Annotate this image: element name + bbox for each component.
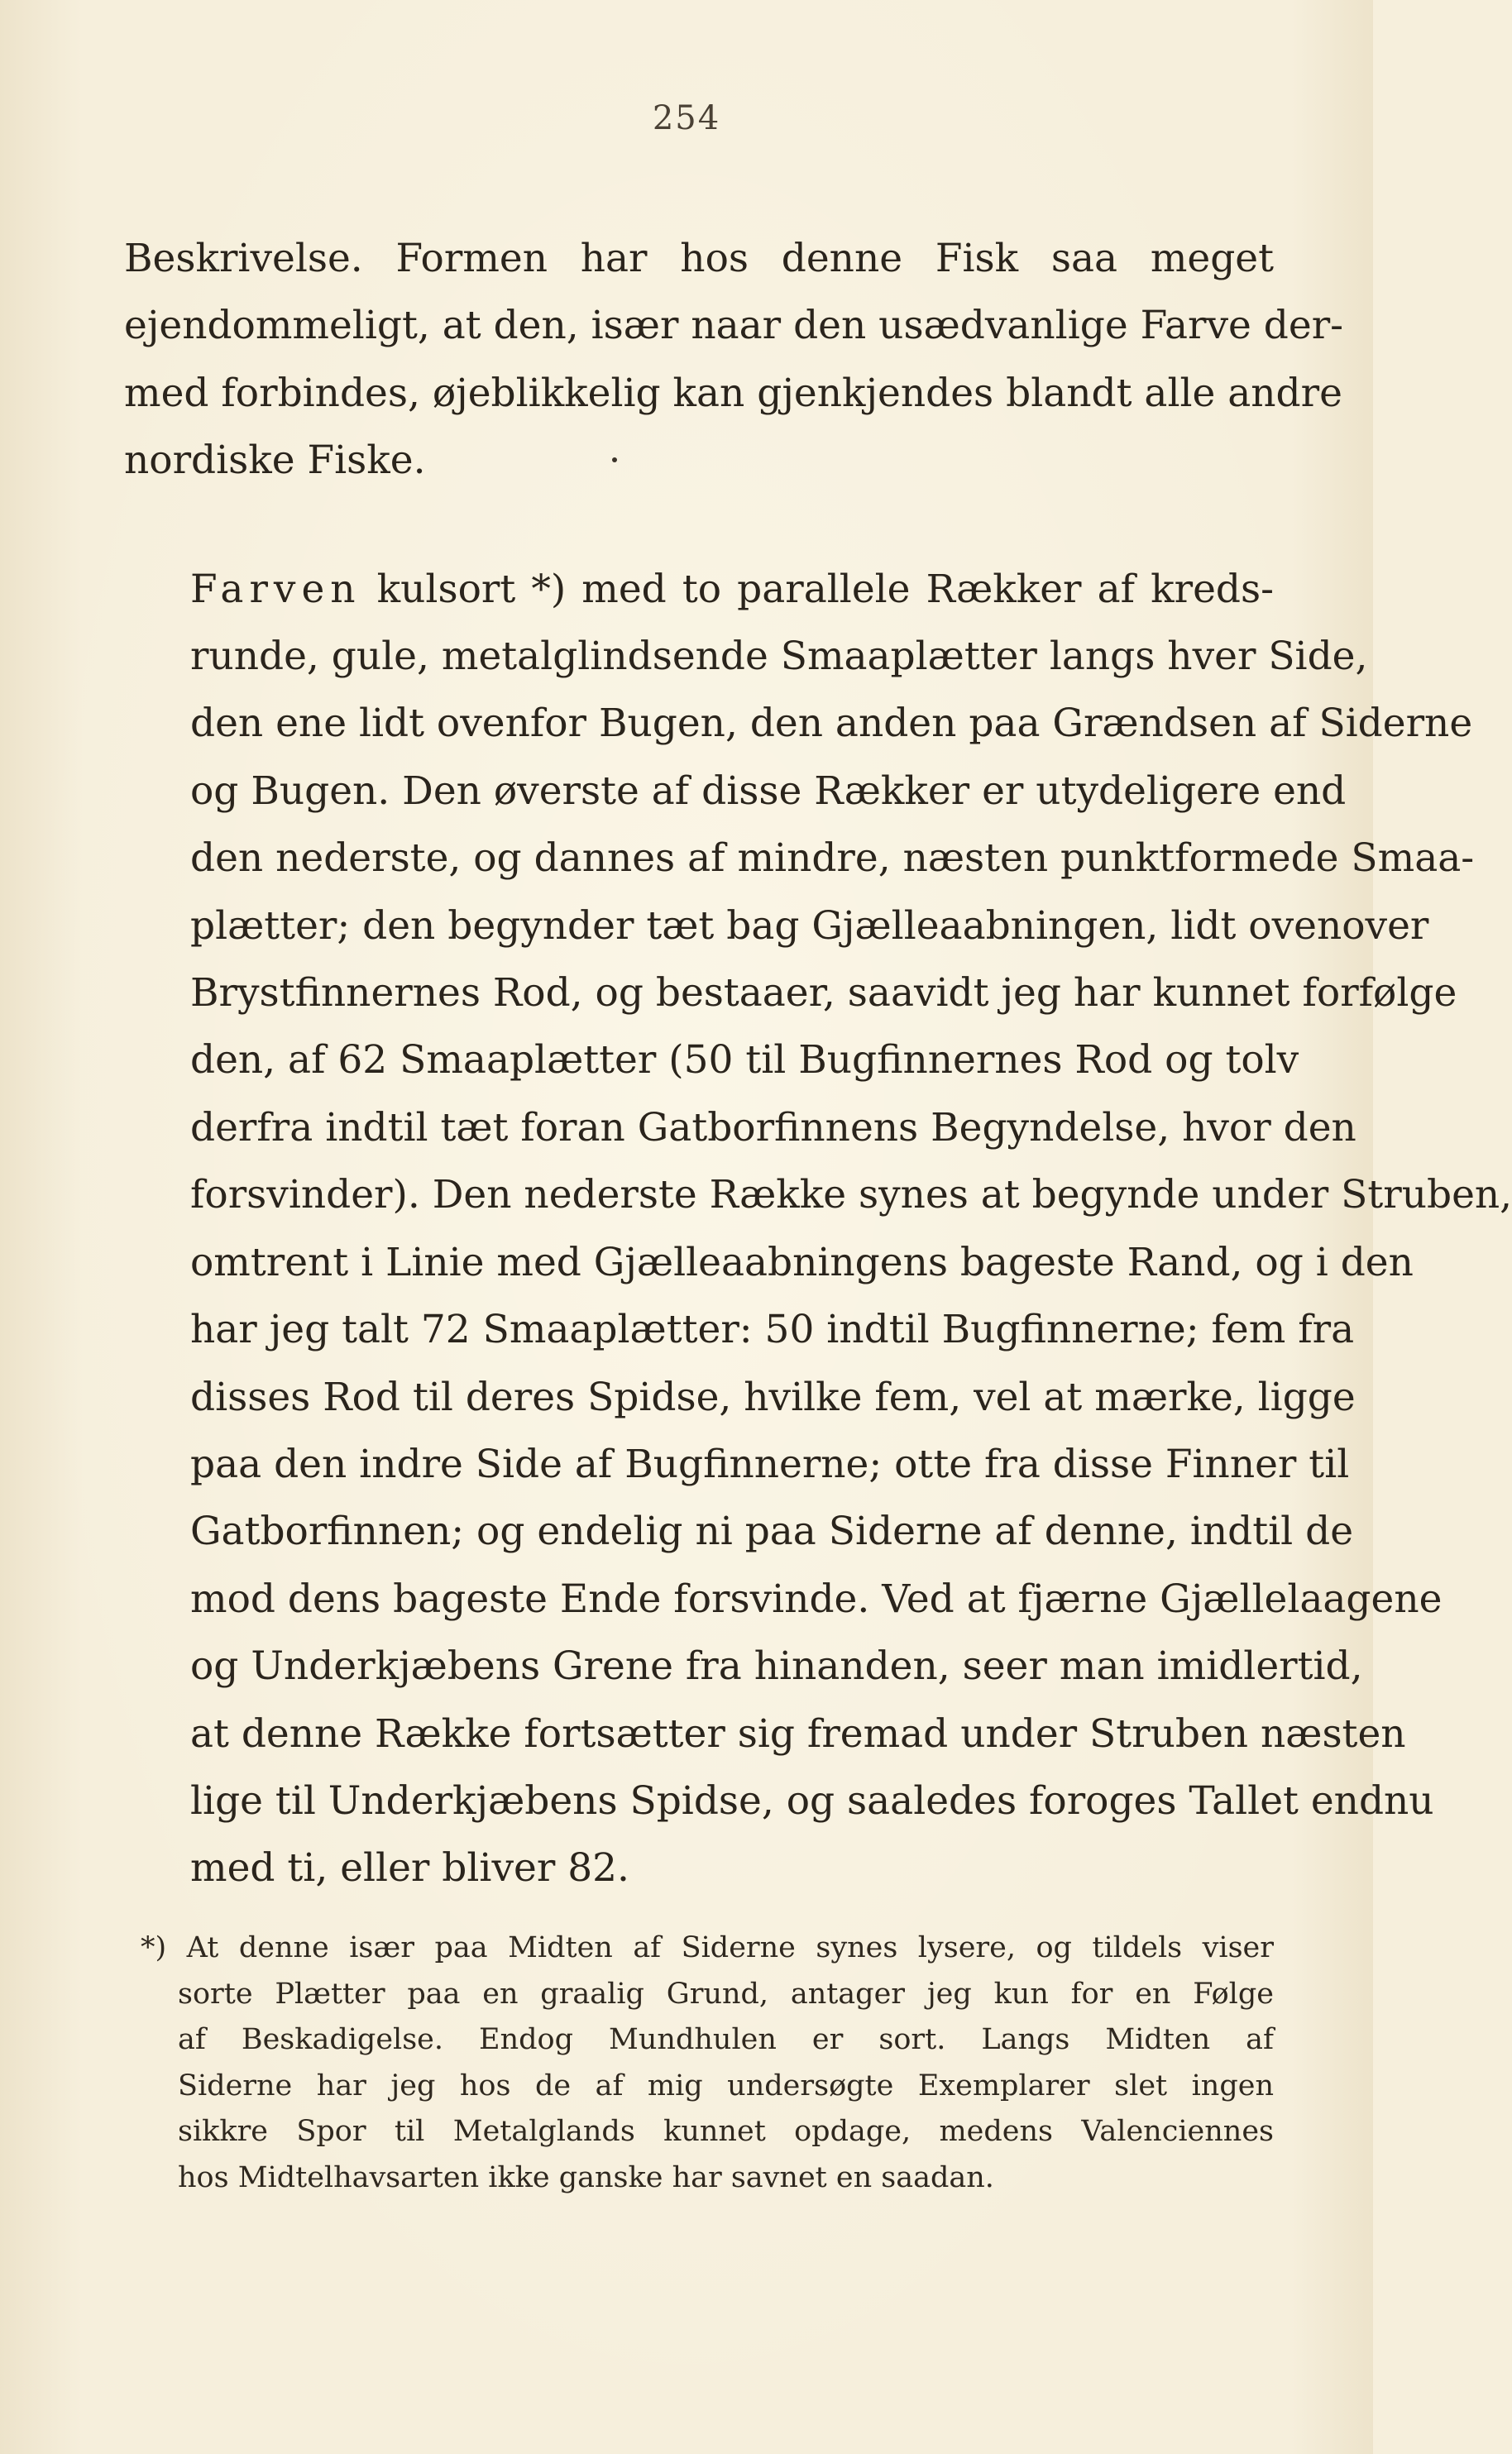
text-line: paa den indre Side af Bugfinnerne; otte fra disse Finner til: [190, 1441, 1350, 1487]
text-line: Brystfinnernes Rod, og bestaaer, saavidt jeg har kunnet forfølge: [190, 970, 1457, 1017]
text-line: den nederste, og dannes af mindre, næsten punktformede Smaa-: [190, 835, 1475, 882]
body-text: [124, 225, 1512, 1902]
text-line: mod dens bageste Ende forsvinde. Ved at fjærne Gjællelaagene: [190, 1576, 1443, 1622]
text-line-first: [124, 556, 1274, 623]
text-line: den ene lidt ovenfor Bugen, den anden paa Grændsen af Siderne: [190, 701, 1473, 747]
text-line: plætter; den begynder tæt bag Gjælleaabningen, lidt ovenover: [190, 902, 1429, 949]
text-line: med forbindes, øjeblikkelig kan gjenkjendes blandt alle andre: [124, 370, 1342, 416]
footnote-line: sikkre Spor til Metalglands kunnet opdage, medens Valenciennes: [178, 2115, 1274, 2148]
text-line-rest: kulsort *) med to parallele Rækker af kreds-: [361, 566, 1274, 612]
text-line: runde, gule, metalglindsende Smaaplætter langs hver Side,: [190, 634, 1368, 680]
page-number: 254: [652, 99, 721, 137]
text-line: derfra indtil tæt foran Gatborfinnens Begyndelse, hvor den: [190, 1104, 1356, 1150]
text-line: med ti, eller bliver 82.: [190, 1845, 629, 1892]
footnote-line: hos Midtelhavsarten ikke ganske har savnet en saadan.: [178, 2160, 994, 2194]
text-line: Beskrivelse. Formen har hos denne Fisk saa meget: [124, 236, 1274, 281]
text-line: den, af 62 Smaaplætter (50 til Bugfinnernes Rod og tolv: [190, 1037, 1299, 1083]
ink-speck: [612, 457, 617, 462]
text-line: nordiske Fiske.: [124, 438, 426, 484]
text-line: disses Rod til deres Spidse, hvilke fem, vel at mærke, ligge: [190, 1374, 1356, 1420]
footnote: [141, 1925, 1274, 2201]
text-line: lige til Underkjæbens Spidse, og saaledes foroges Tallet endnu: [190, 1777, 1434, 1824]
footnote-line: *) At denne især paa Midten af Siderne synes lysere, og tildels viser: [141, 1931, 1274, 1964]
paragraph-color: [124, 556, 1512, 1902]
text-line: og Underkjæbens Grene fra hinanden, seer man imidlertid,: [190, 1643, 1363, 1690]
footnote-line: sorte Plætter paa en graalig Grund, antager jeg kun for en Følge: [178, 1977, 1274, 2011]
text-line: forsvinder). Den nederste Række synes at begynde under Struben,: [190, 1172, 1512, 1218]
footnote-line: af Beskadigelse. Endog Mundhulen er sort. Langs Midten af: [178, 2023, 1274, 2056]
paragraph-description: [124, 225, 1344, 495]
text-line: har jeg talt 72 Smaaplætter: 50 indtil Bugfinnerne; fem fra: [190, 1307, 1355, 1353]
footnote-line: Siderne har jeg hos de af mig undersøgte Exemplarer slet ingen: [178, 2069, 1274, 2102]
text-line: ejendommeligt, at den, især naar den usædvanlige Farve der-: [124, 303, 1344, 349]
text-line: Gatborfinnen; og endelig ni paa Siderne af denne, indtil de: [190, 1509, 1354, 1555]
text-line: omtrent i Linie med Gjælleaabningens bageste Rand, og i den: [190, 1239, 1414, 1285]
text-line: at denne Række fortsætter sig fremad under Struben næsten: [190, 1710, 1406, 1757]
text-line: og Bugen. Den øverste af disse Rækker er utydeligere end: [190, 768, 1347, 814]
lead-word: Farven: [190, 566, 361, 612]
